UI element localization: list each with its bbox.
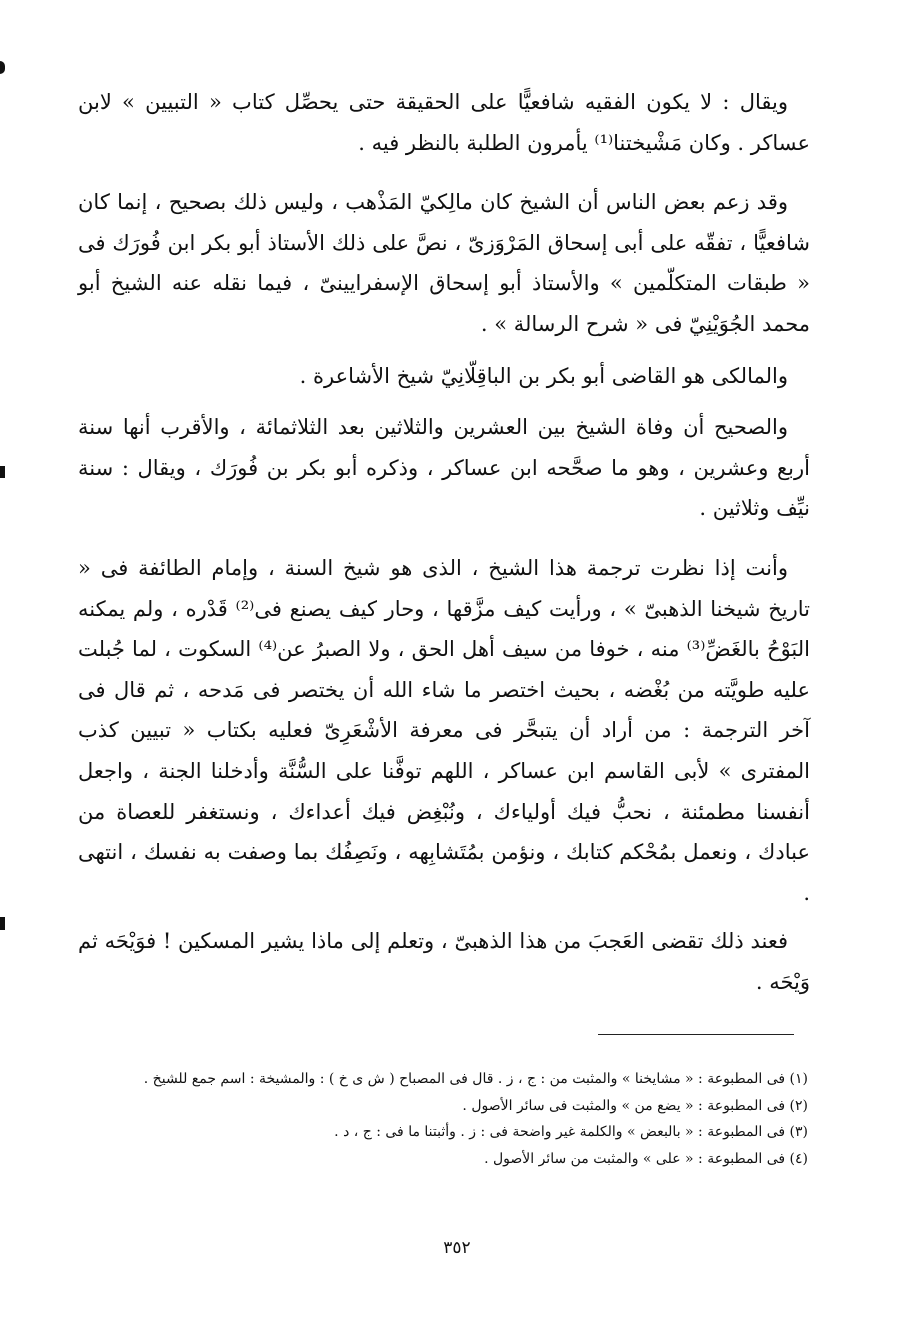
paragraph: والمالكى هو القاضى أبو بكر بن الباقِلّانِيّ شيخ الأشاعرة . [299, 363, 788, 388]
footnote: (٣) فى المطبوعة : « بالبعض » والكلمة غير واضحة فى : ز . وأثبتنا ما فى : ج ، د . [334, 1124, 808, 1140]
scan-edge-mark [0, 466, 5, 478]
paragraph: ويقال : لا يكون الفقيه شافعيًّا على الحقيقة حتى يحصِّل كتاب « التبيين » لابن عساكر . وكان مَشْيختنا⁽¹⁾ يأمرون الطلبة بالنظر فيه . [78, 90, 810, 155]
paragraph: والصحيح أن وفاة الشيخ بين العشرين والثلاثين بعد الثلاثمائة ، والأقرب أنها سنة أربع وعشرين ، وهو ما صحَّحه ابن عساكر ، وذكره أبو بكر بن فُورَك ، ويقال : سنة نيِّف وثلاثين . [78, 415, 810, 521]
page-number: ٣٥٢ [443, 1238, 471, 1258]
scan-edge-mark [0, 61, 5, 74]
paragraph: وقد زعم بعض الناس أن الشيخ كان مالِكيّ المَذْهب ، وليس ذلك بصحيح ، إنما كان شافعيًّا ، تفقّه على أبى إسحاق المَرْوَزىّ ، نصَّ على ذلك الأستاذ أبو بكر ابن فُورَك فى « طبقات المتكلّمين » والأستاذ أبو إسحاق الإسفرايينىّ ، فيما نقله عنه الشيخ أبو محمد الجُوَيْنِيّ فى « شرح الرسالة » . [78, 190, 810, 336]
main-text [78, 82, 810, 1021]
footnote: (٢) فى المطبوعة : « يضع من » والمثبت فى سائر الأصول . [462, 1097, 808, 1114]
footnote-separator [598, 1034, 794, 1035]
paragraph: فعند ذلك تقضى العَجبَ من هذا الذهبىّ ، وتعلم إلى ماذا يشير المسكين ! فوَيْحَه ثم وَيْحَه . [78, 929, 810, 994]
scan-edge-mark [0, 917, 5, 930]
footnotes [78, 1066, 808, 1172]
footnote: (١) فى المطبوعة : « مشايخنا » والمثبت من : ج ، ز . قال فى المصباح ( ش ى خ ) : والمشيخة : اسم جمع للشيخ . [143, 1071, 808, 1087]
footnote: (٤) فى المطبوعة : « على » والمثبت من سائر الأصول . [484, 1150, 808, 1167]
paragraph: وأنت إذا نظرت ترجمة هذا الشيخ ، الذى هو شيخ السنة ، وإمام الطائفة فى « تاريخ شيخنا الذهبىّ » ، ورأيت كيف مزَّقها ، وحار كيف يصنع فى⁽²⁾ قَدْره ، ولم يمكنه البَوْحُ بالغَضِّ⁽³⁾ منه ، خوفا من سيف أهل الحق ، ولا الصبرُ عن⁽⁴⁾ السكوت ، لما جُبلت عليه طويَّته من بُغْضه ، بحيث اختصر ما شاء الله أن يختصر فى مَدحه ، ثم قال فى آخر الترجمة : من أراد أن يتبحَّر فى معرفة الأشْعَرِىّ فعليه بكتاب « تبيين كذب المفترى » لأبى القاسم ابن عساكر ، اللهم توفَّنا على السُّنَّة وأدخلنا الجنة ، واجعل أنفسنا مطمئنة ، نحبُّ فيك أولياءك ، ونُبْغِض فيك أعداءك ، ونستغفر للعصاة من عبادك ، ونعمل بمُحْكم كتابك ، ونؤمن بمُتَشابِهه ، ونَصِفُك بما وصفت به نفسك ، انتهى . [78, 555, 811, 905]
